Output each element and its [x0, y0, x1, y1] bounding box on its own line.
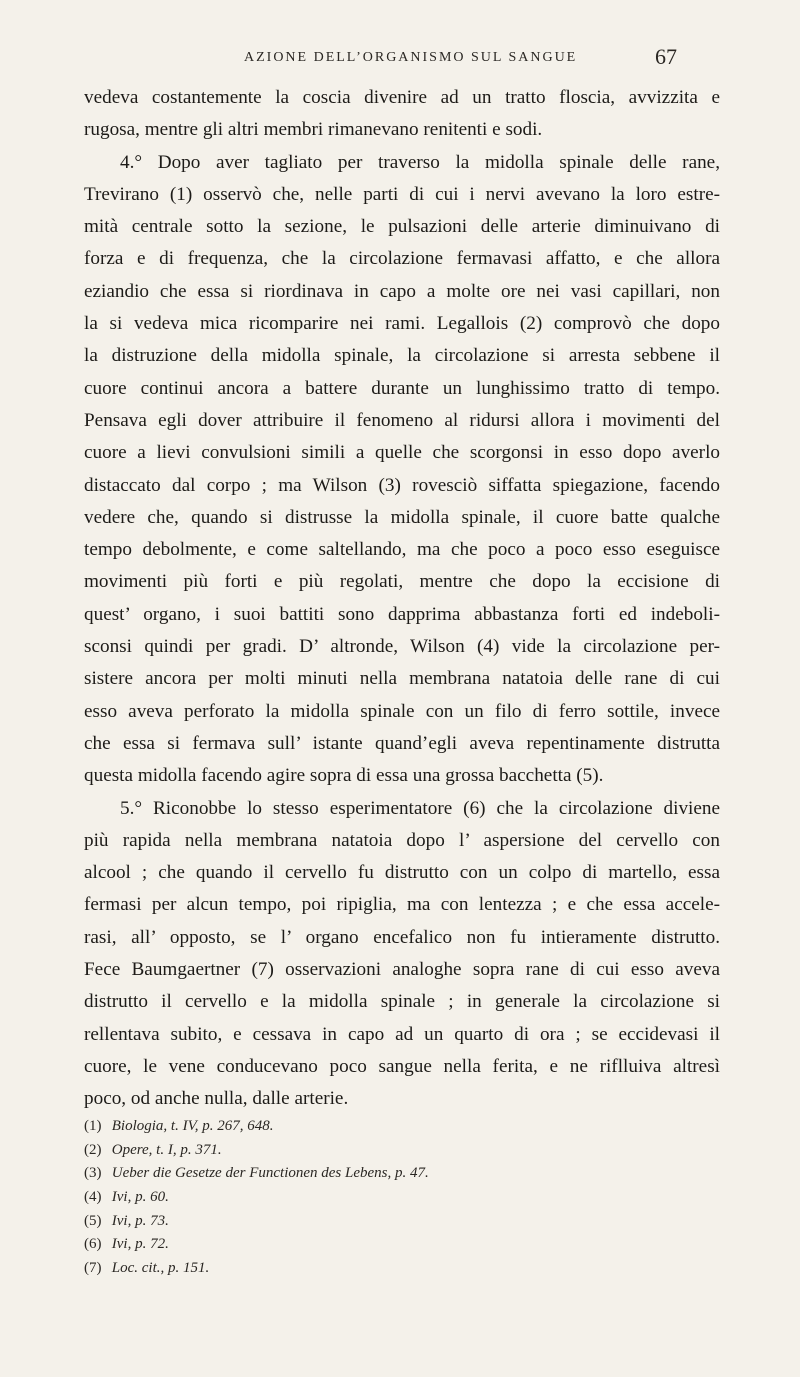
text-line: 4.° Dopo aver tagliato per traverso la midolla spinale delle rane, [120, 151, 720, 173]
page-number: 67 [655, 44, 677, 69]
footnote-number: (7) [84, 1260, 102, 1277]
footnote-text: Loc. cit., p. 151. [111, 1260, 210, 1277]
footnote-number: (4) [84, 1189, 102, 1206]
text-line: più rapida nella membrana natatoia dopo l’ aspersione del cervello con [84, 829, 720, 851]
text-line: Treviranо (1) osservò che, nelle parti di cui i nervi avevano la loro estre- [84, 183, 720, 205]
footnote [84, 1115, 720, 1139]
footnote [84, 1139, 720, 1163]
footnote-text: Ivi, p. 60. [111, 1189, 169, 1206]
text-line: la si vedeva mica ricomparire nei rami. Legallois (2) comprovò che dopo [84, 313, 720, 335]
text-line: forza e di frequenza, che la circolazione fermavasi affatto, e che allora [84, 248, 720, 270]
text-line: rugosa, mentre gli altri membri rimanevano renitenti e sodi. [84, 119, 543, 141]
text-line: sistere ancora per molti minuti nella membrana natatoia delle rane di cui [84, 668, 720, 690]
footnote [84, 1186, 720, 1210]
footnote-text: Ivi, p. 73. [111, 1212, 169, 1229]
text-line: Fece Baumgaertner (7) osservazioni analoghe sopra rane di cui esso aveva [84, 959, 720, 981]
footnote [84, 1257, 720, 1281]
text-line: movimenti più forti e più regolati, mentre che dopo la eccisione di [84, 571, 720, 593]
text-line: mità centrale sotto la sezione, le pulsazioni delle arterie diminuivano di [84, 216, 720, 238]
text-line: alcool ; che quando il cervello fu distrutto con un colpo di martello, essa [84, 862, 720, 884]
text-line: rellentava subito, e cessava in capo ad un quarto di ora ; se eccidevasi il [84, 1023, 720, 1045]
text-line: eziandio che essa si riordinava in capo a molte ore nei vasi capillari, non [84, 280, 720, 302]
text-line: cuore, le vene conducevano poco sangue nella ferita, e ne riflluiva altresì [84, 1055, 720, 1077]
text-line: la distruzione della midolla spinale, la circolazione si arresta sebbene il [84, 345, 720, 367]
text-line: poco, od anche nulla, dalle arterie. [84, 1088, 349, 1110]
text-line: tempo debolmente, e come saltellando, ma che poco a poco esso eseguisce [84, 539, 720, 561]
text-line: vedeva costantemente la coscia divenire ad un tratto floscia, avvizzita e [84, 87, 720, 108]
text-line: rasi, all’ opposto, se l’ organo encefalico non fu intieramente distrutto. [84, 926, 720, 948]
running-head [0, 44, 800, 74]
footnote-text: Ueber die Gesetze der Functionen des Lebens, p. 47. [111, 1165, 429, 1182]
running-title: AZIONE DELL’ORGANISMO SUL SANGUE [244, 50, 578, 65]
text-line: cuore continui ancora a battere durante un lunghissimo tratto di tempo. [84, 377, 720, 399]
footnotes [84, 1115, 720, 1281]
footnote-number: (5) [84, 1212, 102, 1229]
text-line: cuore a lievi convulsioni simili a quelle che scorgonsi in esso dopo averlo [84, 442, 720, 464]
text-line: esso aveva perforato la midolla spinale con un filo di ferro sottile, invece [84, 700, 720, 722]
text-line: che essa si fermava sull’ istante quand’egli aveva repentinamente distrutta [84, 732, 720, 754]
footnote-text: Opere, t. I, p. 371. [111, 1141, 222, 1158]
text-line: fermasi per alcun tempo, poi ripiglia, ma con lentezza ; e che essa accele- [84, 894, 720, 916]
footnote [84, 1233, 720, 1257]
footnote [84, 1210, 720, 1234]
text-line: Pensava egli dover attribuire il fenomeno al ridursi allora i movimenti del [84, 409, 720, 431]
footnote-text: Biologia, t. IV, p. 267, 648. [111, 1118, 274, 1134]
text-line: questa midolla facendo agire sopra di essa una grossa bacchetta (5). [84, 765, 604, 787]
text-line: distaccato dal corpo ; ma Wilson (3) rovesciò siffatta spiegazione, facendo [84, 474, 720, 496]
footnote [84, 1162, 720, 1186]
text-line: sconsi quindi per gradi. D’ altronde, Wilson (4) vide la circolazione per- [84, 636, 720, 658]
body-text [84, 82, 720, 1116]
text-line: quest’ organo, i suoi battiti sono dapprima abbastanza forti ed indeboli- [84, 603, 720, 625]
footnote-number: (2) [84, 1141, 102, 1158]
text-line: distrutto il cervello e la midolla spinale ; in generale la circolazione si [84, 991, 720, 1013]
footnote-number: (3) [84, 1165, 102, 1182]
text-line: vedere che, quando si distrusse la midolla spinale, il cuore batte qualche [84, 506, 720, 528]
footnote-number: (6) [84, 1236, 102, 1253]
text-line: 5.° Riconobbe lo stesso esperimentatore (6) che la circolazione diviene [120, 797, 720, 819]
footnote-number: (1) [84, 1118, 102, 1134]
footnote-text: Ivi, p. 72. [111, 1236, 169, 1253]
